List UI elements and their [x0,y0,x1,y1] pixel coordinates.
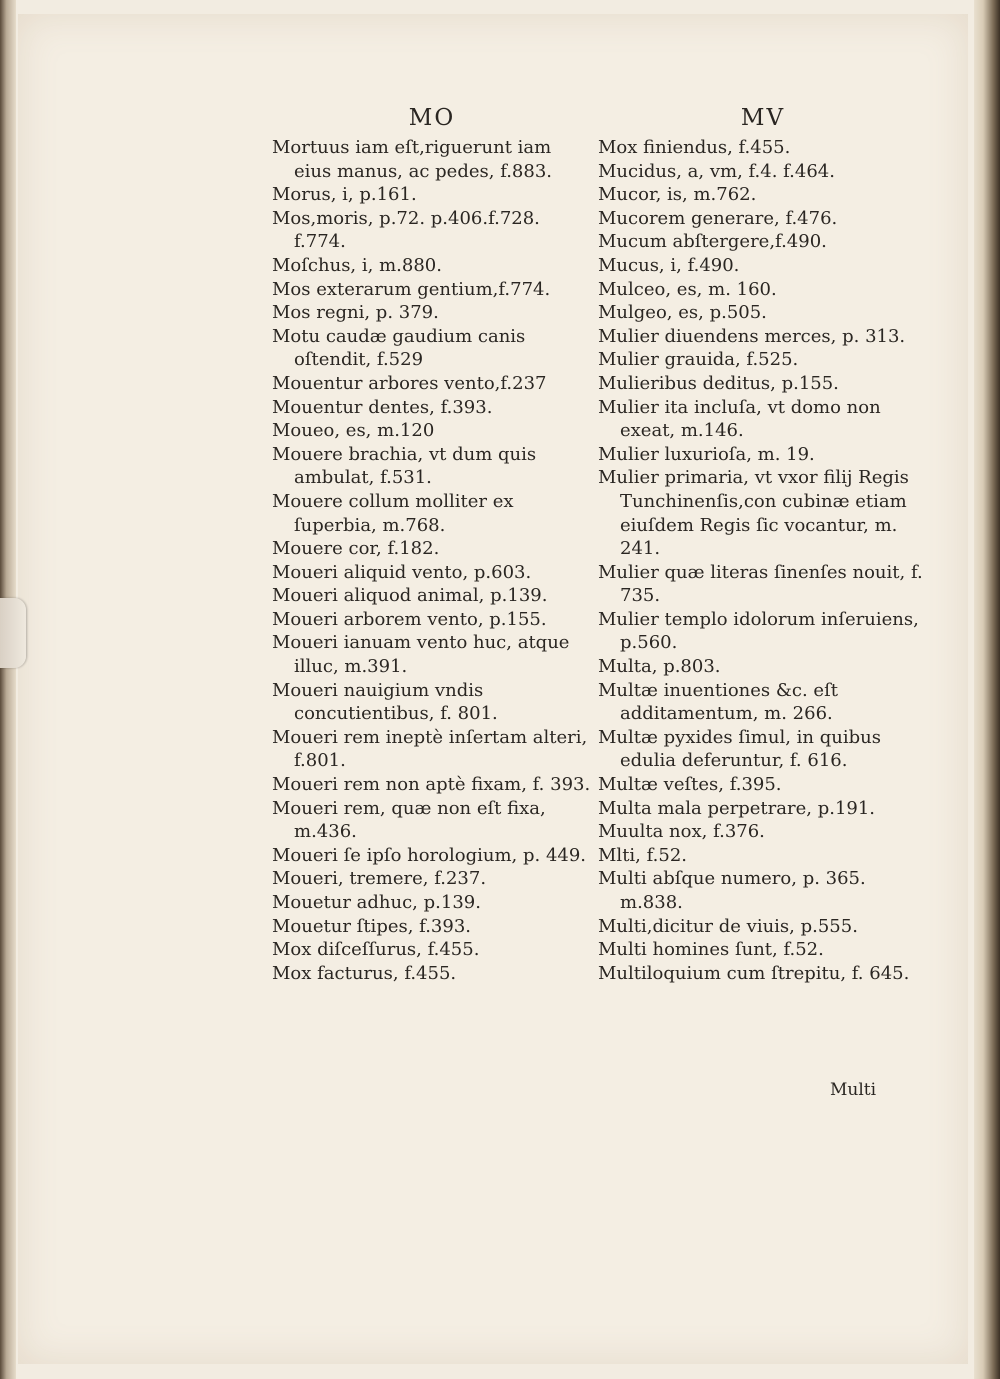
left-entry-list [272,136,592,985]
left-column [272,106,592,985]
left-column-header: MO [408,105,456,131]
book-edge-left [0,0,16,1379]
dictionary-entry: Mox diſceſſurus, f.455. [272,939,480,961]
dictionary-entry: Mortuus iam eſt,riguerunt iam eius manus, ac pedes, f.883. [272,137,553,182]
dictionary-entry: Multi homines ſunt, f.52. [598,939,824,961]
dictionary-entry: Moſchus, i, m.880. [272,254,442,276]
dictionary-entry: Mouere collum molliter ex ſuperbia, m.768. [272,490,514,536]
dictionary-entry: Mucus, i, f.490. [598,254,740,276]
dictionary-entry: Multæ inuentiones &c. eſt additamentum, m. 266. [598,679,838,725]
dictionary-entry: Multa, p.803. [598,656,721,678]
dictionary-entry: Mox facturus, f.455. [272,962,457,984]
catchword: Multi [830,1080,877,1100]
dictionary-entry: Mucum abſtergere,f.490. [598,231,827,253]
dictionary-entry: Mulier ita incluſa, vt domo non exeat, m.146. [598,396,881,442]
page-clip [0,598,26,668]
dictionary-entry: Multiloquium cum ſtrepitu, f. 645. [598,962,910,984]
dictionary-entry: Muulta nox, f.376. [598,821,765,843]
dictionary-entry: Mouentur arbores vento,f.237 [272,372,547,394]
dictionary-entry: Mouere cor, f.182. [272,538,440,560]
dictionary-entry: Moueri rem, quæ non eſt fixa, m.436. [272,797,546,843]
dictionary-entry: Moueri arborem vento, p.155. [272,608,547,630]
dictionary-entry: Mulier templo idolorum inſeruiens, p.560. [598,608,919,654]
dictionary-entry: Mulier diuendens merces, p. 313. [598,325,906,347]
dictionary-entry: Moueri nauigium vndis concutientibus, f. 801. [272,679,498,725]
dictionary-entry: Mulier primaria, vt vxor filij Regis Tunchinenſis,con cubinæ etiam eiuſdem Regis ſic vocantur, m. 241. [598,467,909,560]
dictionary-entry: Mulier luxurioſa, m. 19. [598,443,815,465]
dictionary-entry: Mucor, is, m.762. [598,184,757,206]
dictionary-entry: Multa mala perpetrare, p.191. [598,797,876,819]
dictionary-entry: Moueri rem ineptè inſertam alteri, f.801. [272,726,588,772]
dictionary-entry: Moueri aliquod animal, p.139. [272,585,548,607]
dictionary-entry: Mouetur adhuc, p.139. [272,892,481,913]
dictionary-entry: Mos,moris, p.72. p.406.f.728. f.774. [272,207,540,253]
dictionary-entry: Mouere brachia, vt dum quis ambulat, f.531. [272,443,537,489]
dictionary-entry: Mouentur dentes, f.393. [272,396,493,418]
dictionary-entry: Mulgeo, es, p.505. [598,302,767,324]
dictionary-entry: Mulceo, es, m. 160. [598,278,777,300]
dictionary-entry: Multi abſque numero, p. 365. m.838. [598,868,866,913]
dictionary-entry: Mulier quæ literas ſinenſes nouit, f. 735. [598,561,923,607]
right-entry-list [598,136,928,985]
book-page [18,14,968,1364]
dictionary-entry: Mucidus, a, vm, f.4. f.464. [598,160,835,182]
dictionary-entry: Moueri aliquid vento, p.603. [272,561,532,583]
dictionary-entry: Mos exterarum gentium,f.774. [272,278,551,300]
dictionary-entry: Moueri ſe ipſo horologium, p. 449. [272,844,587,866]
dictionary-entry: Mouetur ſtipes, f.393. [272,915,471,937]
dictionary-entry: Multæ pyxides ſimul, in quibus edulia deferuntur, f. 616. [598,726,881,772]
dictionary-entry: Multi,dicitur de viuis, p.555. [598,915,858,937]
dictionary-entry: Motu caudæ gaudium canis oſtendit, f.529 [272,325,526,371]
dictionary-entry: Moueri ianuam vento huc, atque illuc, m.391. [272,632,570,678]
dictionary-entry: Mucorem generare, f.476. [598,207,838,229]
book-edge-right [974,0,1000,1379]
dictionary-entry: Moueri rem non aptè fixam, f. 393. [272,774,591,796]
dictionary-entry: Mos regni, p. 379. [272,302,439,324]
dictionary-entry: Mox finiendus, f.455. [598,137,791,158]
dictionary-entry: Mlti, f.52. [598,844,687,866]
dictionary-entry: Mulier grauida, f.525. [598,349,799,371]
dictionary-entry: Moueo, es, m.120 [272,420,435,442]
right-column [598,106,928,985]
dictionary-entry: Multæ veſtes, f.395. [598,774,782,796]
dictionary-entry: Morus, i, p.161. [272,184,417,206]
dictionary-entry: Moueri, tremere, f.237. [272,868,487,890]
right-column-header: MV [740,105,786,131]
dictionary-entry: Mulieribus deditus, p.155. [598,372,839,394]
